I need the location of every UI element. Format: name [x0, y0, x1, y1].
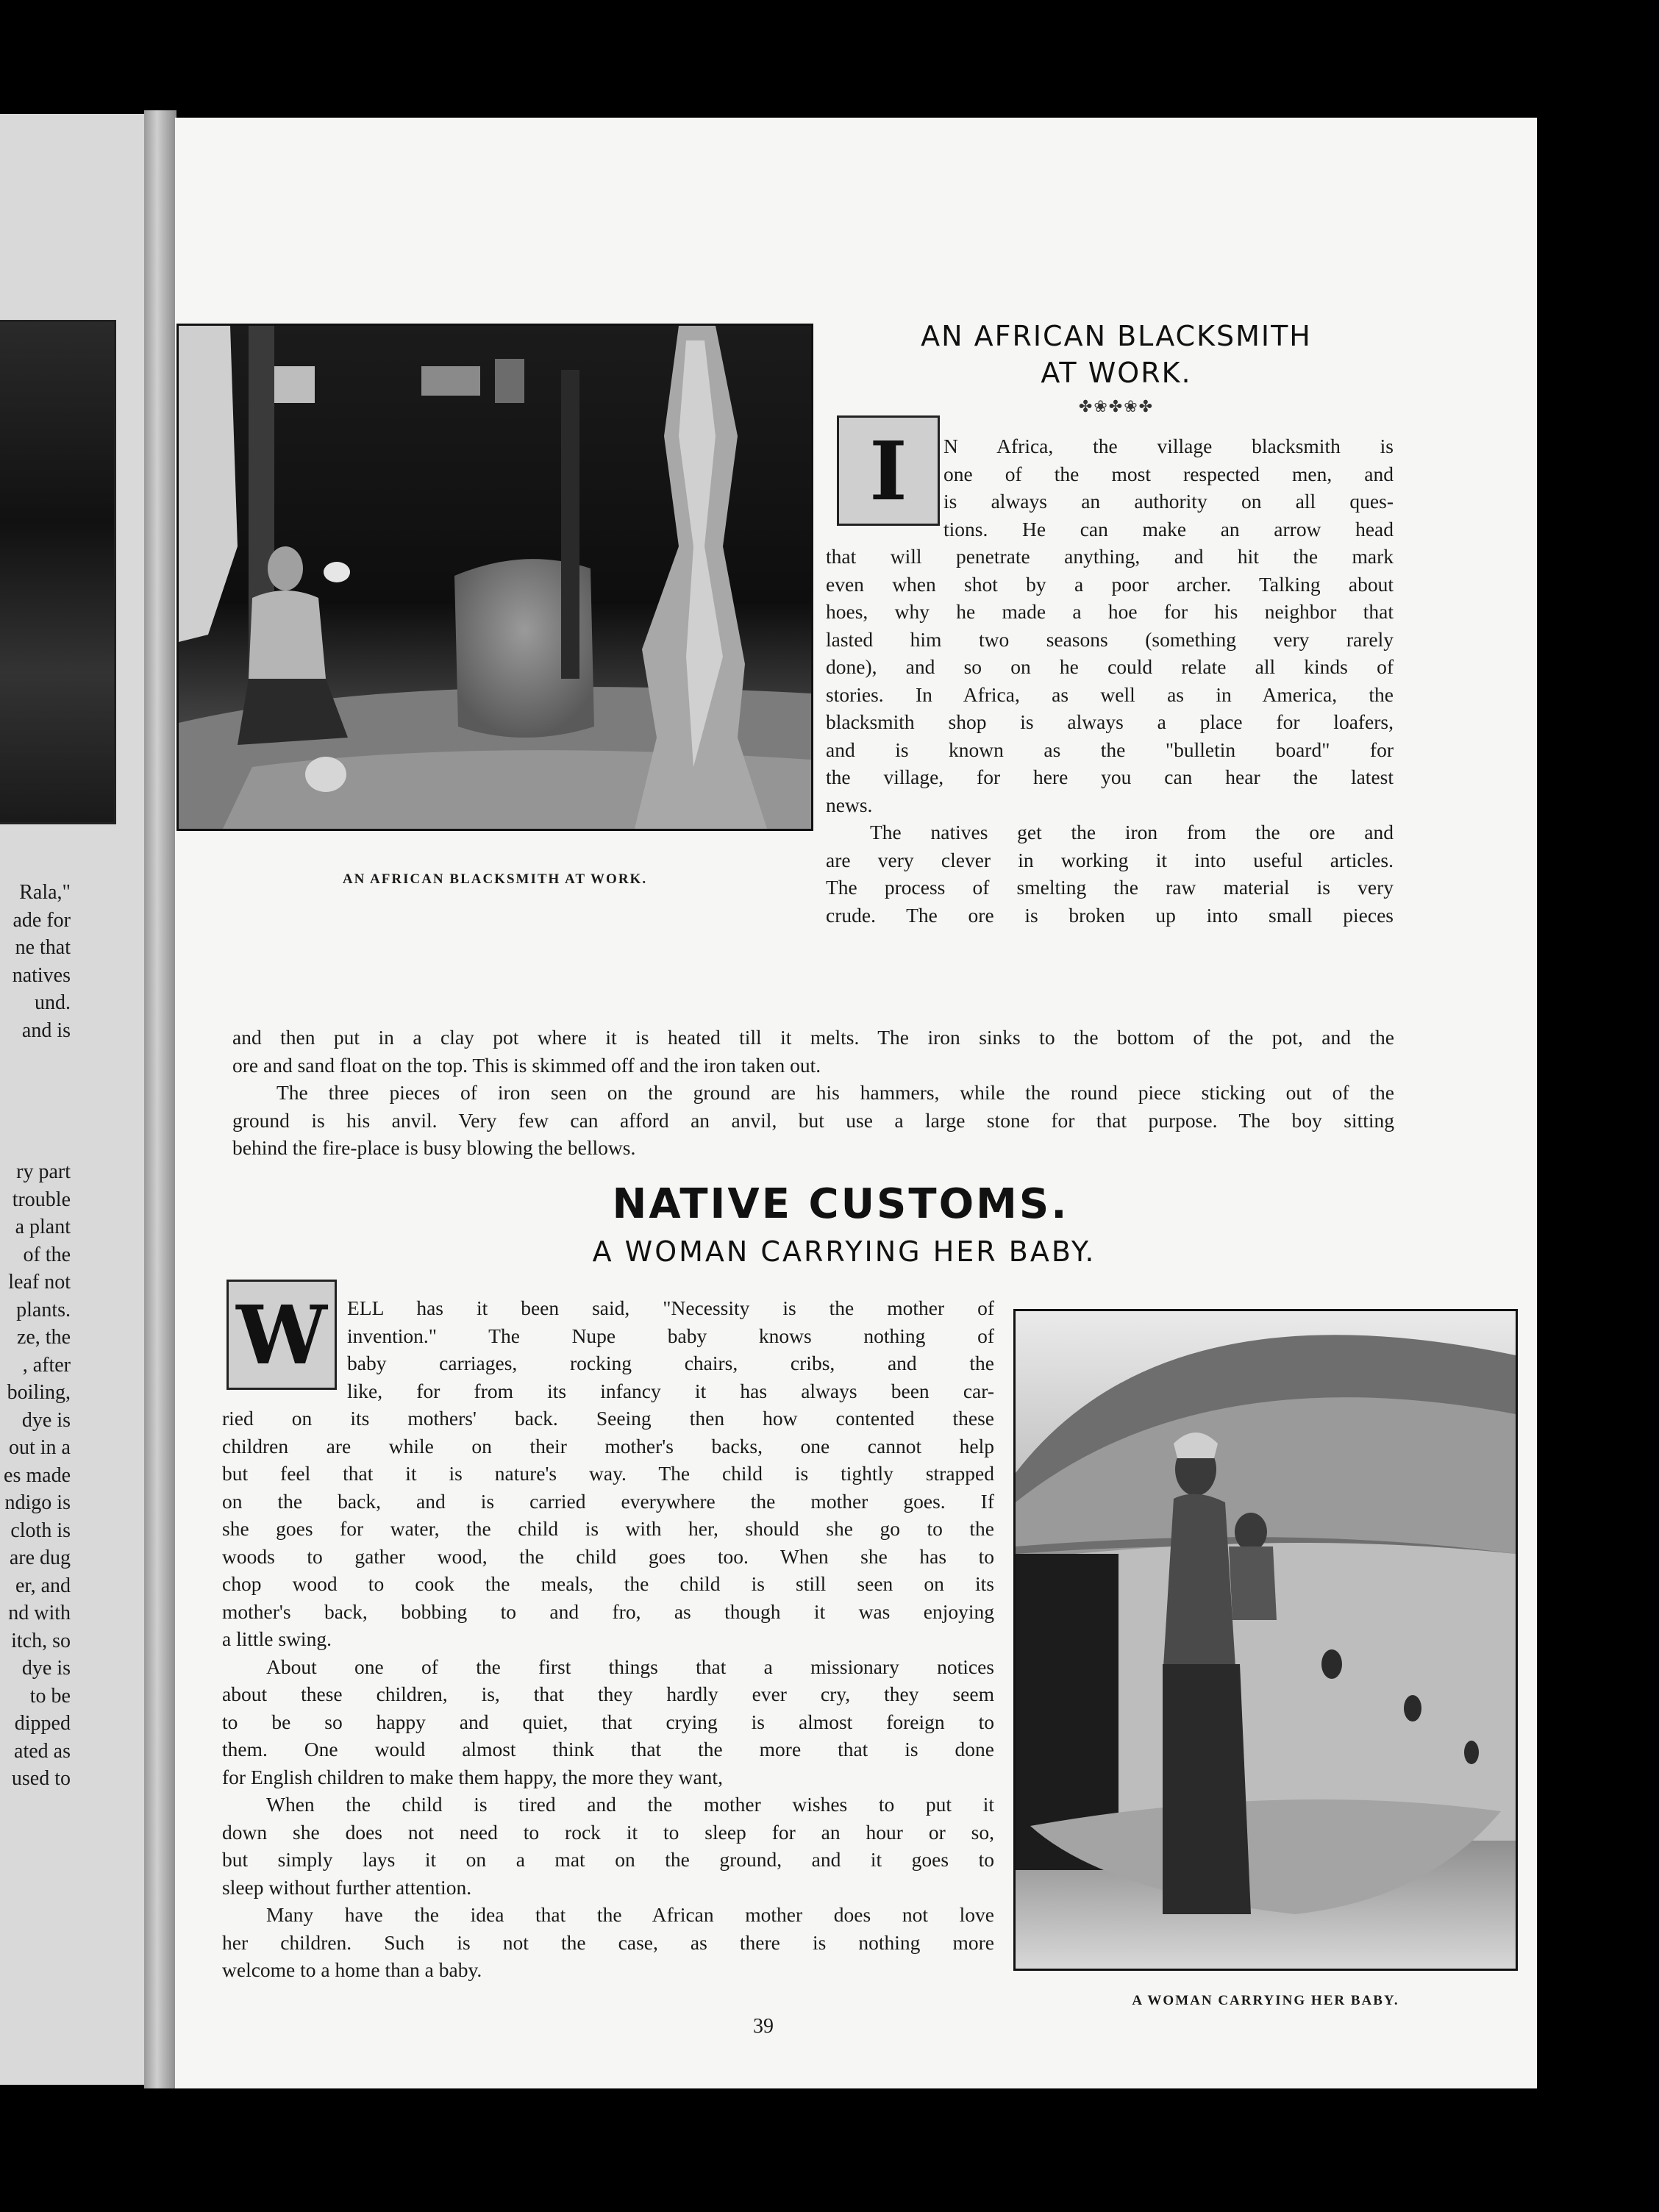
article2-line: but simply lays it on a mat on the ground, and it goes to: [222, 1848, 994, 1871]
article1-line: hoes, why he made a hoe for his neighbor that: [826, 600, 1394, 623]
article2-line: ried on its mothers' back. Seeing then how contented these: [222, 1407, 994, 1430]
left-page-line: and is: [21, 1018, 71, 1042]
article2-line: her children. Such is not the case, as there is nothing more: [222, 1930, 994, 1954]
left-facing-page: [0, 114, 147, 2085]
article1-line: N Africa, the village blacksmith is: [943, 435, 1394, 457]
left-page-line: ade for: [13, 908, 71, 932]
article2-subtitle: A WOMAN CARRYING HER BABY.: [592, 1235, 1096, 1268]
article1-full-line: and then put in a clay pot where it is heated till it melts. The iron sinks to the bottom of the pot, and the: [232, 1026, 1394, 1049]
left-page-line: used to: [11, 1767, 71, 1790]
article1-line: is always an authority on all ques-: [943, 490, 1394, 513]
left-page-photo: [0, 320, 116, 824]
left-page-line: plants.: [16, 1298, 71, 1321]
article1-line: tions. He can make an arrow head: [943, 517, 1394, 540]
page: [175, 118, 1537, 2088]
left-page-line: ry part: [16, 1160, 71, 1183]
left-page-text-bottom: [0, 1158, 71, 1793]
article2-line: on the back, and is carried everywhere the mother goes. If: [222, 1489, 994, 1513]
left-page-line: itch, so: [11, 1629, 71, 1652]
dropcap-letter-i: I: [869, 423, 907, 518]
article2-line: to be so happy and quiet, that crying is almost foreign to: [222, 1710, 994, 1733]
article2-line: a little swing.: [222, 1627, 332, 1650]
left-page-line: nd with: [8, 1602, 71, 1624]
article1-line: crude. The ore is broken up into small pieces: [826, 903, 1394, 927]
left-page-line: ated as: [14, 1739, 71, 1763]
woman-photo-image: [1016, 1311, 1516, 1969]
article1-line: the village, for here you can hear the latest: [826, 766, 1394, 788]
left-page-line: und.: [35, 991, 71, 1014]
article1-line: blacksmith shop is always a place for loafers,: [826, 710, 1394, 733]
article1-line: even when shot by a poor archer. Talking about: [826, 572, 1394, 596]
left-page-line: trouble: [12, 1188, 71, 1211]
left-page-line: dipped: [14, 1712, 71, 1735]
left-page-line: cloth is: [10, 1519, 71, 1542]
article2-line: for English children to make them happy, the more they want,: [222, 1765, 723, 1788]
left-page-line: out in a: [9, 1436, 71, 1459]
blacksmith-photo-image: [179, 326, 811, 829]
left-page-line: ne that: [15, 936, 71, 959]
article1-title-line2: AT WORK.: [1041, 357, 1192, 389]
article1-line: lasted him two seasons (something very rarely: [826, 627, 1394, 651]
left-page-line: of the: [23, 1243, 71, 1266]
blacksmith-photo: [176, 324, 813, 831]
article1-title: [852, 318, 1381, 391]
article2-line: Many have the idea that the African mother does not love: [266, 1903, 994, 1926]
left-page-line: ndigo is: [4, 1491, 71, 1514]
left-page-line: to be: [29, 1684, 71, 1708]
article1-line: are very clever in working it into useful articles.: [826, 848, 1394, 871]
article2-title: NATIVE CUSTOMS.: [612, 1180, 1069, 1228]
article2-line: children are while on their mother's backs, one cannot help: [222, 1434, 994, 1458]
left-page-line: ze, the: [16, 1326, 71, 1349]
article2-line: like, for from its infancy it has always been car-: [347, 1379, 994, 1402]
left-page-line: Rala,": [19, 881, 71, 904]
article1-title-line1: AN AFRICAN BLACKSMITH: [921, 320, 1312, 352]
article1-line: The process of smelting the raw material is very: [826, 876, 1394, 899]
article2-line: about these children, is, that they hardly ever cry, they seem: [222, 1683, 994, 1705]
article2-line: she goes for water, the child is with her, should she go to the: [222, 1517, 994, 1540]
article1-full-line: ore and sand float on the top. This is skimmed off and the iron taken out.: [232, 1053, 821, 1077]
article1-full-line: The three pieces of iron seen on the ground are his hammers, while the round piece sticking out of the: [276, 1081, 1394, 1104]
article2-line: down she does not need to rock it to sleep for an hour or so,: [222, 1820, 994, 1844]
woman-photo: [1013, 1309, 1518, 1971]
article2-line: sleep without further attention.: [222, 1875, 472, 1899]
left-page-line: are dug: [9, 1546, 71, 1569]
left-page-line: natives: [12, 963, 71, 987]
book-spine: [144, 110, 176, 2088]
left-page-line: dye is: [21, 1408, 71, 1432]
article2-line: mother's back, bobbing to and fro, as though it was enjoying: [222, 1599, 994, 1623]
page-number: 39: [753, 2015, 774, 2038]
article2-line: woods to gather wood, the child goes too. When she has to: [222, 1544, 994, 1568]
article1-line: done), and so on he could relate all kinds of: [826, 655, 1394, 678]
article2-line: chop wood to cook the meals, the child is still seen on its: [222, 1572, 994, 1595]
article2-line: invention." The Nupe baby knows nothing of: [347, 1324, 994, 1347]
article2-line: baby carriages, rocking chairs, cribs, and the: [347, 1352, 994, 1374]
ornament-divider: ✤❀✤❀✤: [1078, 397, 1155, 415]
article1-line: The natives get the iron from the ore and: [870, 821, 1394, 843]
dropcap-letter-w: W: [236, 1287, 327, 1382]
left-page-line: es made: [4, 1463, 71, 1487]
article2-line: When the child is tired and the mother wishes to put it: [266, 1793, 994, 1816]
left-page-line: leaf not: [8, 1271, 71, 1294]
left-page-line: a plant: [15, 1216, 71, 1238]
article1-column-text: [826, 432, 1394, 929]
left-page-text-top: [0, 879, 71, 1044]
article2-line: welcome to a home than a baby.: [222, 1958, 482, 1981]
article1-line: stories. In Africa, as well as in America, the: [826, 682, 1394, 706]
article2-line: About one of the first things that a missionary notices: [266, 1655, 994, 1678]
article2-line: but feel that it is nature's way. The child is tightly strapped: [222, 1462, 994, 1485]
article2-text: [222, 1294, 994, 1984]
woman-photo-caption: A WOMAN CARRYING HER BABY.: [1132, 1993, 1399, 2008]
article1-full-line: ground is his anvil. Very few can afford an anvil, but use a large stone for that purpose. The boy sitting: [232, 1108, 1394, 1132]
blacksmith-photo-caption: AN AFRICAN BLACKSMITH AT WORK.: [342, 871, 648, 887]
article2-line: them. One would almost think that the more that is done: [222, 1738, 994, 1760]
article1-line: news.: [826, 793, 873, 816]
left-page-line: boiling,: [7, 1381, 71, 1404]
article1-full-line: behind the fire-place is busy blowing the bellows.: [232, 1136, 636, 1159]
left-page-line: , after: [22, 1353, 71, 1377]
left-page-line: er, and: [15, 1574, 71, 1597]
article2-line: ELL has it been said, "Necessity is the mother of: [347, 1296, 994, 1319]
article1-line: and is known as the "bulletin board" for: [826, 738, 1394, 761]
article1-line: that will penetrate anything, and hit the mark: [826, 545, 1394, 568]
article1-full-width-text: [232, 1024, 1394, 1162]
left-page-line: dye is: [21, 1657, 71, 1680]
article1-line: one of the most respected men, and: [943, 462, 1394, 485]
